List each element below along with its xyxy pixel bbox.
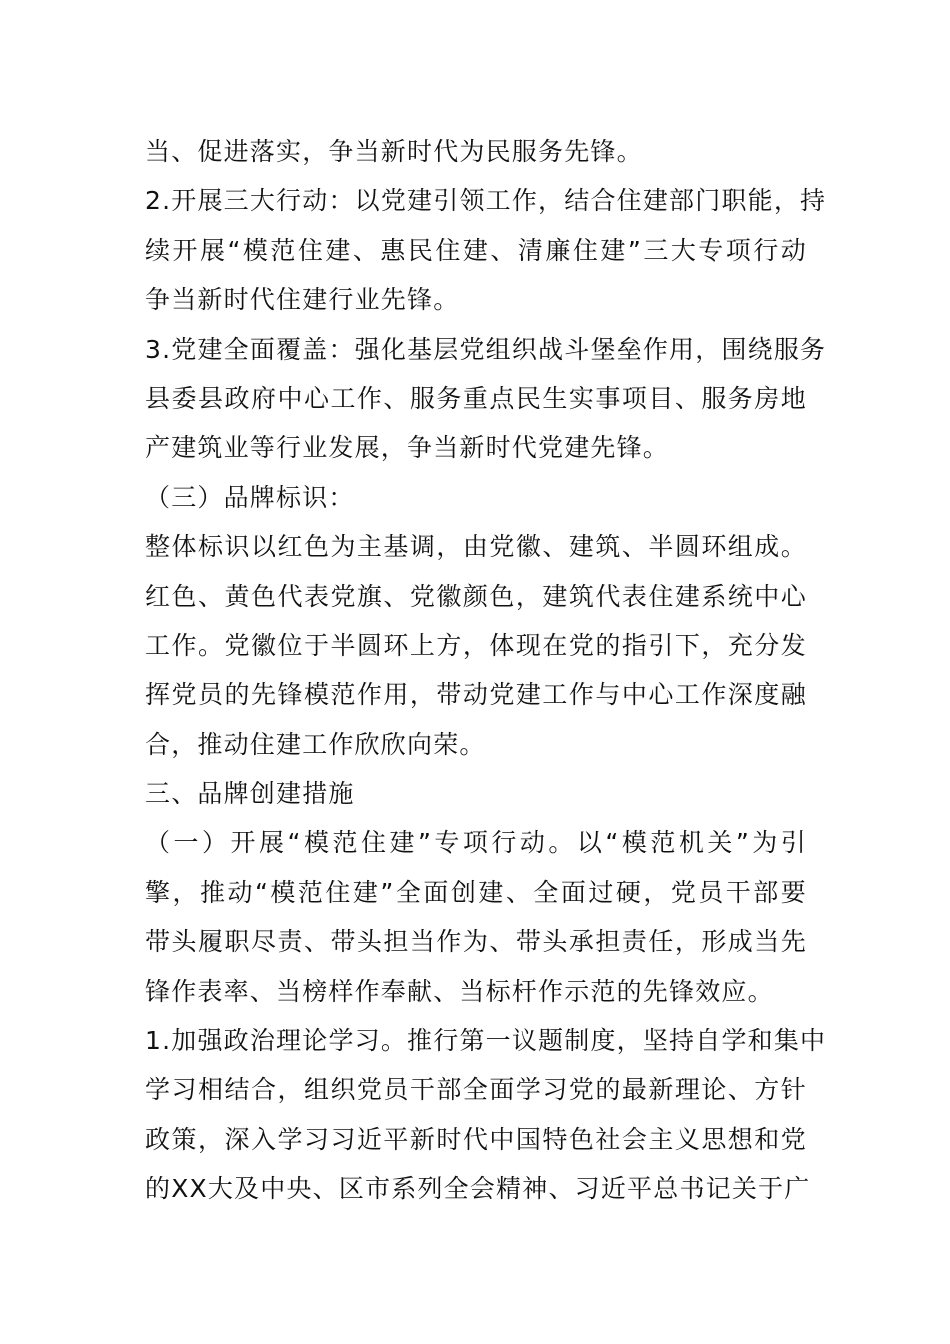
document-body	[145, 127, 827, 1214]
text-line: 合，推动住建工作欣欣向荣。	[145, 729, 486, 759]
text-line: 争当新时代住建行业先锋。	[145, 285, 460, 315]
section-heading: （三）品牌标识：	[145, 482, 355, 512]
text-line: 整体标识以红色为主基调，由党徽、建筑、半圆环组成。	[145, 532, 807, 562]
text-line: 1.加强政治理论学习。推行第一议题制度，坚持自学和集中	[145, 1026, 827, 1056]
text-line: 红色、黄色代表党旗、党徽颜色，建筑代表住建系统中心	[145, 581, 807, 611]
text-line: 产建筑业等行业发展，争当新时代党建先锋。	[145, 433, 670, 463]
text-line: 锋作表率、当榜样作奉献、当标杆作示范的先锋效应。	[145, 976, 774, 1006]
text-line: 3.党建全面覆盖：强化基层党组织战斗堡垒作用，围绕服务	[145, 334, 827, 364]
text-line: 续开展“模范住建、惠民住建、清廉住建”三大专项行动	[145, 235, 807, 265]
text-line: 工作。党徽位于半圆环上方，体现在党的指引下，充分发	[145, 630, 807, 660]
text-line: 2.开展三大行动：以党建引领工作，结合住建部门职能，持	[145, 186, 827, 216]
text-line: 学习相结合，组织党员干部全面学习党的最新理论、方针	[145, 1075, 807, 1105]
text-line: 政策，深入学习习近平新时代中国特色社会主义思想和党	[145, 1124, 807, 1154]
text-line: 挥党员的先锋模范作用，带动党建工作与中心工作深度融	[145, 680, 807, 710]
text-line: （一）开展“模范住建”专项行动。以“模范机关”为引	[145, 828, 807, 858]
text-line: 带头履职尽责、带头担当作为、带头承担责任，形成当先	[145, 927, 807, 957]
text-line: 擎，推动“模范住建”全面创建、全面过硬，党员干部要	[145, 877, 807, 907]
section-heading: 三、品牌创建措施	[145, 779, 355, 809]
text-line: 县委县政府中心工作、服务重点民生实事项目、服务房地	[145, 383, 807, 413]
text-line: 的XX大及中央、区市系列全会精神、习近平总书记关于广	[145, 1174, 811, 1204]
text-line: 当、促进落实，争当新时代为民服务先锋。	[145, 137, 643, 166]
